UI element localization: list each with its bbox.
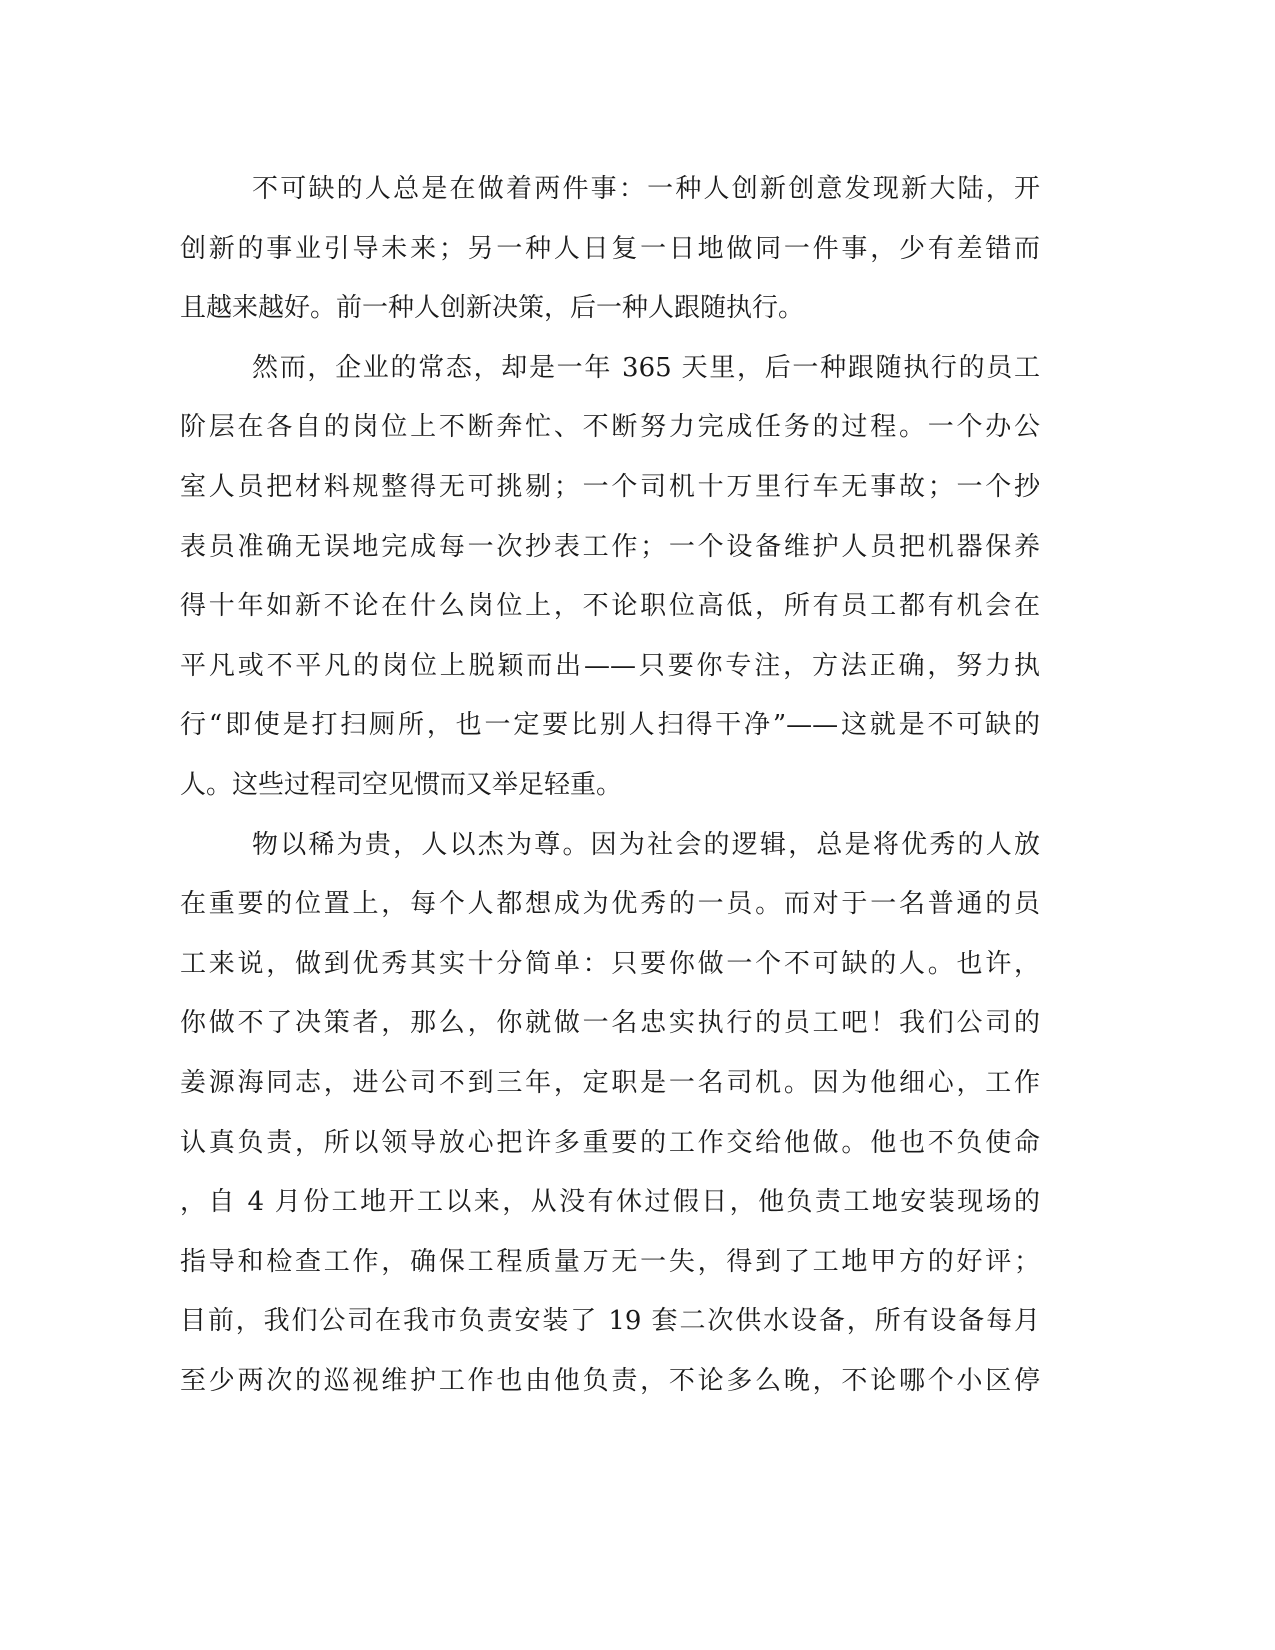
paragraph-3: [180, 816, 1040, 1412]
paragraph-1: [180, 160, 1040, 339]
text-line: 表员准确无误地完成每一次抄表工作；一个设备维护人员把机器保养: [180, 531, 1040, 562]
text-line: 指导和检查工作，确保工程质量万无一失，得到了工地甲方的好评；: [180, 1246, 1040, 1277]
text-line: 在重要的位置上，每个人都想成为优秀的一员。而对于一名普通的员: [180, 889, 1040, 920]
text-line: 至少两次的巡视维护工作也由他负责，不论多么晚，不论哪个小区停: [180, 1365, 1040, 1396]
text-line: 人。这些过程司空见惯而又举足轻重。: [180, 769, 623, 800]
text-line: 不可缺的人总是在做着两件事：一种人创新创意发现新大陆，开: [252, 174, 1040, 204]
text-line: 平凡或不平凡的岗位上脱颖而出——只要你专注，方法正确，努力执: [180, 650, 1040, 681]
text-line: 你做不了决策者，那么，你就做一名忠实执行的员工吧！我们公司的: [180, 1008, 1040, 1039]
paragraph-2: [180, 339, 1040, 816]
text-line: 创新的事业引导未来；另一种人日复一日地做同一件事，少有差错而: [180, 233, 1040, 264]
text-line: 室人员把材料规整得无可挑剔；一个司机十万里行车无事故；一个抄: [180, 471, 1040, 502]
text-line: 工来说，做到优秀其实十分简单：只要你做一个不可缺的人。也许，: [180, 948, 1040, 979]
text-line: 得十年如新不论在什么岗位上，不论职位高低，所有员工都有机会在: [180, 591, 1040, 622]
text-line: 认真负责，所以领导放心把许多重要的工作交给他做。他也不负使命: [180, 1127, 1040, 1158]
text-line: 且越来越好。前一种人创新决策，后一种人跟随执行。: [180, 293, 805, 324]
text-line: 姜源海同志，进公司不到三年，定职是一名司机。因为他细心，工作: [180, 1067, 1040, 1098]
text-line: 行“即使是打扫厕所，也一定要比别人扫得干净”——这就是不可缺的: [180, 710, 1040, 741]
text-line: 然而，企业的常态，却是一年 365 天里，后一种跟随执行的员工: [252, 352, 1040, 383]
text-line: 物以稀为贵，人以杰为尊。因为社会的逻辑，总是将优秀的人放: [252, 829, 1040, 860]
text-line: ，自 4 月份工地开工以来，从没有休过假日，他负责工地安装现场的: [180, 1187, 1040, 1218]
body-text: [180, 160, 1040, 1411]
text-line: 目前，我们公司在我市负责安装了 19 套二次供水设备，所有设备每月: [180, 1306, 1040, 1337]
text-line: 阶层在各自的岗位上不断奔忙、不断努力完成任务的过程。一个办公: [180, 412, 1040, 443]
